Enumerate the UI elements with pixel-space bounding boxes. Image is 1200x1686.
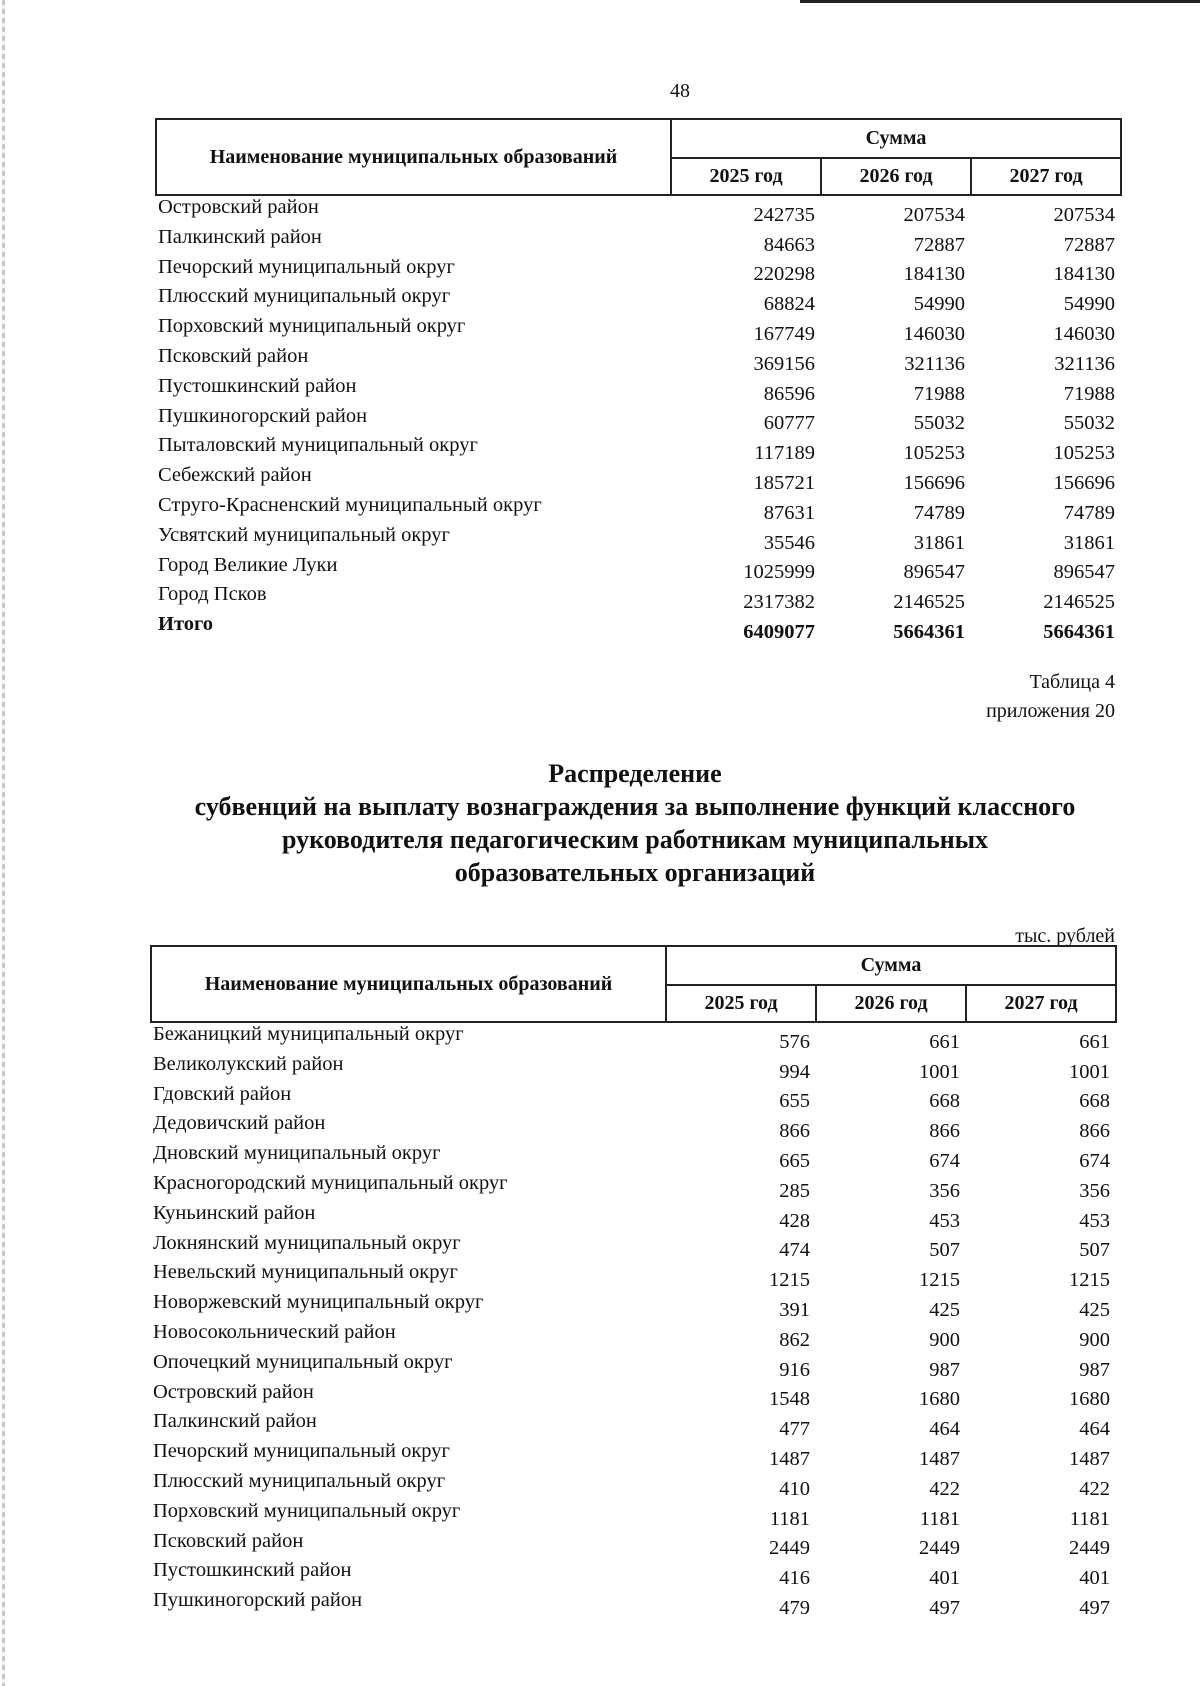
- value-2025: 655: [779, 1090, 810, 1113]
- value-2027: 422: [1079, 1477, 1111, 1500]
- value-2027: 866: [1079, 1120, 1111, 1143]
- table-row: [151, 1470, 1116, 1500]
- municipality-name: Пустошкинский район: [158, 374, 357, 397]
- value-2027: 146030: [1053, 322, 1116, 345]
- municipality-name: Пушкиногорский район: [153, 1589, 363, 1612]
- total-row: [156, 613, 1121, 643]
- value-2027: 1001: [1069, 1060, 1111, 1083]
- title-line-2: субвенций на выплату вознаграждения за выполнение функций классного: [194, 792, 1076, 821]
- header-sum: Сумма: [666, 946, 1116, 985]
- table-row: [151, 1202, 1116, 1232]
- title-line-4: образовательных организаций: [454, 858, 816, 887]
- value-2026: 661: [929, 1030, 960, 1053]
- value-2027: 1215: [1069, 1269, 1111, 1292]
- value-2027: 453: [1079, 1209, 1111, 1232]
- value-2026: 674: [929, 1149, 960, 1172]
- value-2025: 391: [779, 1298, 810, 1321]
- value-2025: 474: [779, 1239, 810, 1262]
- header-municipality: Наименование муниципальных образований: [156, 119, 671, 195]
- municipality-name: Островский район: [153, 1380, 314, 1403]
- value-2027: 674: [1079, 1149, 1111, 1172]
- table-row: [151, 1022, 1116, 1053]
- class-teacher-subvention-table: [150, 945, 1115, 1619]
- value-2025: 2317382: [743, 591, 815, 614]
- total-2026: 5664361: [893, 620, 965, 643]
- value-2025: 576: [779, 1030, 810, 1053]
- municipality-name: Дедовичский район: [153, 1112, 326, 1135]
- table-row: [156, 494, 1121, 524]
- municipality-name: Плюсский муниципальный округ: [153, 1469, 446, 1492]
- table-row: [151, 1559, 1116, 1589]
- municipality-name: Печорский муниципальный округ: [153, 1440, 450, 1463]
- municipality-name: Себежский район: [158, 464, 312, 487]
- table-row: [156, 524, 1121, 554]
- table-row: [151, 1321, 1116, 1351]
- table-row: [156, 226, 1121, 256]
- value-2025: 220298: [753, 263, 815, 286]
- value-2027: 507: [1079, 1239, 1111, 1262]
- value-2025: 68824: [763, 293, 815, 316]
- value-2026: 1487: [919, 1447, 960, 1470]
- table-row: [151, 1351, 1116, 1381]
- municipality-name: Невельский муниципальный округ: [153, 1261, 458, 1284]
- table-row: [151, 1440, 1116, 1470]
- table-row: [151, 1172, 1116, 1202]
- total-2025: 6409077: [743, 620, 815, 643]
- table-row: [151, 1232, 1116, 1262]
- value-2025: 84663: [763, 233, 815, 256]
- value-2027: 321136: [1054, 352, 1116, 375]
- municipality-name: Новосокольнический район: [153, 1320, 396, 1343]
- value-2026: 900: [929, 1328, 960, 1351]
- municipality-name: Пушкиногорский район: [158, 404, 368, 427]
- header-year-2026: 2026 год: [816, 985, 966, 1022]
- value-2025: 1215: [769, 1269, 810, 1292]
- table-row: [156, 315, 1121, 345]
- value-2027: 464: [1079, 1418, 1111, 1441]
- value-2025: 167749: [753, 322, 815, 345]
- top-border-line: [800, 0, 1200, 3]
- value-2027: 2146525: [1043, 591, 1116, 614]
- value-2025: 410: [779, 1477, 810, 1500]
- value-2027: 668: [1079, 1090, 1111, 1113]
- municipality-name: Пустошкинский район: [153, 1559, 352, 1582]
- header-year-2025: 2025 год: [666, 985, 816, 1022]
- value-2026: 1680: [919, 1388, 960, 1411]
- municipality-name: Дновский муниципальный округ: [153, 1142, 441, 1165]
- table-row: [151, 1410, 1116, 1440]
- value-2025: 428: [779, 1209, 810, 1232]
- value-2027: 401: [1079, 1567, 1111, 1590]
- value-2025: 1548: [769, 1388, 810, 1411]
- value-2026: 2146525: [893, 591, 965, 614]
- municipality-name: Новоржевский муниципальный округ: [153, 1291, 484, 1314]
- value-2027: 1181: [1069, 1507, 1111, 1530]
- appendix-label: приложения 20: [986, 700, 1115, 722]
- municipality-name: Великолукский район: [153, 1052, 344, 1075]
- municipality-name: Струго-Красненский муниципальный округ: [158, 493, 542, 516]
- municipality-name: Город Великие Луки: [158, 553, 338, 576]
- value-2027: 661: [1079, 1030, 1111, 1053]
- value-2026: 507: [929, 1239, 960, 1262]
- municipality-name: Псковский район: [158, 344, 309, 367]
- title-line-3: руководителя педагогическим работникам муниципальных: [281, 825, 989, 854]
- value-2027: 2449: [1069, 1537, 1111, 1560]
- value-2025: 866: [779, 1120, 810, 1143]
- value-2027: 896547: [1053, 561, 1116, 584]
- value-2027: 55032: [1063, 412, 1116, 435]
- municipality-name: Печорский муниципальный округ: [158, 255, 455, 278]
- municipality-name: Куньинский район: [153, 1201, 316, 1224]
- value-2026: 184130: [903, 263, 965, 286]
- header-year-2025: 2025 год: [671, 158, 821, 195]
- value-2025: 117189: [754, 442, 815, 465]
- value-2026: 72887: [913, 233, 965, 256]
- municipality-name: Опочецкий муниципальный округ: [153, 1350, 453, 1373]
- value-2025: 1025999: [743, 561, 815, 584]
- municipality-name: Бежаницкий муниципальный округ: [153, 1023, 464, 1045]
- value-2026: 497: [929, 1596, 960, 1619]
- table-row: [156, 375, 1121, 405]
- total-label: Итого: [158, 613, 214, 636]
- municipality-name: Порховский муниципальный округ: [153, 1499, 461, 1522]
- value-2026: 54990: [913, 293, 965, 316]
- municipality-name: Красногородский муниципальный округ: [153, 1171, 508, 1194]
- value-2027: 900: [1079, 1328, 1111, 1351]
- page-number: 48: [670, 80, 690, 102]
- table-row: [151, 1142, 1116, 1172]
- value-2026: 105253: [903, 442, 965, 465]
- value-2025: 416: [779, 1567, 810, 1590]
- header-year-2027: 2027 год: [971, 158, 1121, 195]
- value-2026: 422: [929, 1477, 960, 1500]
- unit-label: тыс. рублей: [1015, 925, 1115, 947]
- value-2026: 896547: [903, 561, 965, 584]
- table-row: [156, 464, 1121, 494]
- value-2027: 1680: [1069, 1388, 1111, 1411]
- municipality-name: Плюсский муниципальный округ: [158, 285, 451, 308]
- table-row: [151, 1261, 1116, 1291]
- table-row: [151, 1053, 1116, 1083]
- municipality-name: Усвятский муниципальный округ: [158, 523, 450, 546]
- value-2025: 916: [779, 1358, 810, 1381]
- table-row: [151, 1083, 1116, 1113]
- table-row: [151, 1589, 1116, 1619]
- municipality-name: Пыталовский муниципальный округ: [158, 434, 478, 457]
- value-2025: 665: [779, 1149, 810, 1172]
- table-row: [156, 285, 1121, 315]
- value-2027: 105253: [1053, 442, 1116, 465]
- value-2026: 1001: [919, 1060, 960, 1083]
- value-2027: 207534: [1053, 203, 1116, 226]
- value-2025: 60777: [763, 412, 815, 435]
- value-2026: 321136: [904, 352, 965, 375]
- municipality-name: Порховский муниципальный округ: [158, 315, 466, 338]
- value-2026: 31861: [913, 531, 965, 554]
- value-2026: 74789: [913, 501, 965, 524]
- value-2027: 72887: [1063, 233, 1116, 256]
- value-2025: 242735: [753, 203, 815, 226]
- value-2026: 71988: [913, 382, 965, 405]
- value-2026: 668: [929, 1090, 960, 1113]
- municipality-name: Псковский район: [153, 1529, 304, 1552]
- table-row: [151, 1500, 1116, 1530]
- value-2027: 156696: [1053, 471, 1116, 494]
- value-2027: 71988: [1063, 382, 1116, 405]
- value-2026: 146030: [903, 322, 965, 345]
- value-2026: 464: [929, 1418, 960, 1441]
- value-2025: 477: [779, 1418, 810, 1441]
- municipality-name: Палкинский район: [158, 225, 322, 248]
- municipality-name: Гдовский район: [153, 1082, 292, 1105]
- table-number-label: Таблица 4: [1029, 671, 1115, 693]
- header-sum: Сумма: [671, 119, 1121, 158]
- municipality-name: Островский район: [158, 196, 319, 218]
- value-2027: 184130: [1053, 263, 1116, 286]
- table-row: [156, 554, 1121, 584]
- allocation-table-continued: [155, 118, 1120, 643]
- table-row: [156, 345, 1121, 375]
- table2-body: [151, 1022, 1116, 1619]
- table-row: [151, 1291, 1116, 1321]
- value-2026: 987: [929, 1358, 960, 1381]
- value-2026: 207534: [903, 203, 965, 226]
- table1-body: [156, 195, 1121, 613]
- table-row: [151, 1530, 1116, 1560]
- total-2027: 5664361: [1043, 620, 1116, 643]
- value-2025: 87631: [763, 501, 815, 524]
- value-2027: 74789: [1063, 501, 1116, 524]
- value-2025: 1181: [769, 1507, 810, 1530]
- value-2025: 285: [779, 1179, 810, 1202]
- value-2026: 55032: [913, 412, 965, 435]
- value-2025: 369156: [753, 352, 815, 375]
- table-row: [156, 256, 1121, 286]
- value-2026: 425: [929, 1298, 960, 1321]
- table-row: [151, 1381, 1116, 1411]
- value-2026: 401: [929, 1567, 960, 1590]
- value-2025: 35546: [763, 531, 815, 554]
- table-row: [156, 195, 1121, 226]
- value-2025: 1487: [769, 1447, 810, 1470]
- municipality-name: Локнянский муниципальный округ: [153, 1231, 461, 1254]
- value-2025: 862: [779, 1328, 810, 1351]
- municipality-name: Город Псков: [158, 583, 267, 606]
- scan-edge: [2, 0, 5, 1686]
- value-2025: 86596: [763, 382, 815, 405]
- value-2025: 2449: [769, 1537, 810, 1560]
- table-row: [156, 434, 1121, 464]
- value-2027: 356: [1079, 1179, 1111, 1202]
- value-2027: 1487: [1069, 1447, 1111, 1470]
- value-2026: 356: [929, 1179, 960, 1202]
- value-2026: 2449: [919, 1537, 960, 1560]
- value-2027: 497: [1079, 1596, 1111, 1619]
- title-line-1: Распределение: [548, 759, 722, 788]
- value-2025: 994: [779, 1060, 810, 1083]
- value-2025: 479: [779, 1596, 810, 1619]
- value-2026: 156696: [903, 471, 965, 494]
- header-municipality: Наименование муниципальных образований: [151, 946, 666, 1022]
- header-year-2027: 2027 год: [966, 985, 1116, 1022]
- value-2026: 1215: [919, 1269, 960, 1292]
- header-year-2026: 2026 год: [821, 158, 971, 195]
- table-row: [156, 583, 1121, 613]
- value-2027: 54990: [1063, 293, 1116, 316]
- value-2027: 987: [1079, 1358, 1111, 1381]
- municipality-name: Палкинский район: [153, 1410, 317, 1433]
- table-row: [151, 1112, 1116, 1142]
- value-2027: 31861: [1063, 531, 1116, 554]
- value-2026: 866: [929, 1120, 960, 1143]
- value-2025: 185721: [753, 471, 815, 494]
- value-2027: 425: [1079, 1298, 1111, 1321]
- value-2026: 453: [929, 1209, 960, 1232]
- table-row: [156, 405, 1121, 435]
- value-2026: 1181: [919, 1507, 960, 1530]
